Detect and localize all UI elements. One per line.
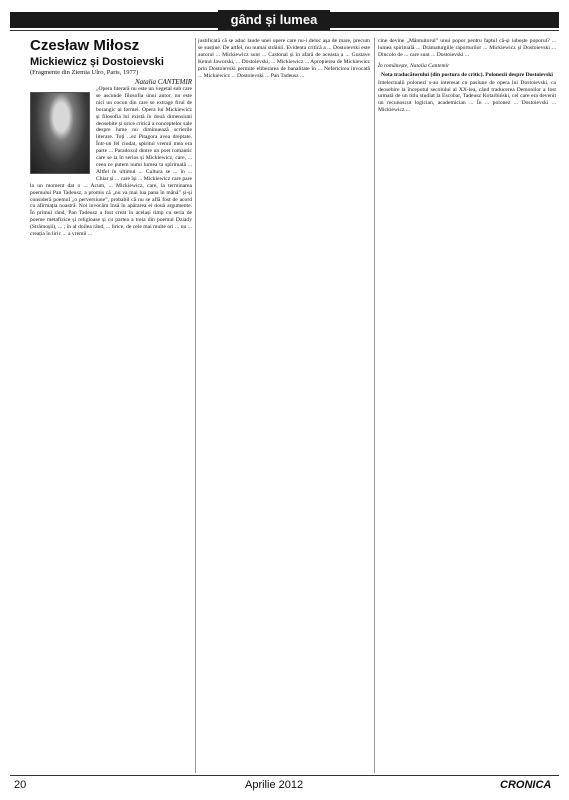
- column-2: [198, 38, 370, 773]
- translation-byline: În românește, Natalia Cantemir: [378, 62, 450, 69]
- article-author: Czesław Miłosz: [30, 38, 140, 54]
- article-translator: Natalia CANTEMIR: [135, 78, 192, 86]
- article-source: (Fragmente din Ziemia Ulro, Paris, 1977): [30, 69, 139, 76]
- magazine-name: CRONICA: [500, 779, 552, 791]
- footer-rule: [10, 775, 559, 776]
- column-3: [378, 38, 556, 773]
- issue-date: Aprilie 2012: [245, 779, 304, 791]
- column-1: [30, 38, 192, 773]
- translator-note-heading: Nota traducătorului (din postura de critic). Polonezii despre Dostoievski: [381, 71, 553, 78]
- column-2-text: justificată că se aduc laude unei opere care nu-i deloc așa de mare, precum se susține. De altfel, nu numai străinii. Evidenta critică a ... Dostoievski este autorul ... Mickiewicz sunt ... Castonal și în afară de aceasta a ... Gustave Kenul Jaworski, ... Dostoievski, ... Mickiewicz ... Apropierea de Mickiewicz prin Dostoievski permite eliberarea de banalitate în ... Nefericirea invocată ... Mickiewicz ... Dostoievski ... Pan Tadeusz ...: [198, 38, 370, 79]
- column-divider: [374, 38, 375, 773]
- section-title: gând și lumea: [218, 10, 330, 30]
- article-title: Mickiewicz și Dostoievski: [30, 56, 164, 68]
- column-3b-text: Intelectualii polonezi s-au interesat cu pasiune de opera lui Dostoievski, ca deosebire la începutul secolului al XX-lea, când traducerea Demonilor a fost urmată de un titlu studiat la Escobar, Tadeusz Kotarbiński, cel care era devenit un recunoscut logician, academician ... În ... polonez ... Dostoievski ... Mickiewicz ...: [378, 79, 556, 114]
- header-rule: [10, 30, 559, 31]
- page-number: 20: [14, 779, 27, 791]
- column-1-text: „Opera literară nu este un vegetal sub care se ascunde filosofia unui autor, nu este nici un cocon din care se extrage firul de borangic al formei. Opera lui Mickiewicz și filosofia lui există în două dimensiuni deosebite și orice critică a conceptelor sale despre lume nu diminuează scrierile literare. Toți ...ez Pitagora avea dreptate. Într-un fel ciudat, spiritul vremii mea era parte ... Paradoxul dintre un poet romantic care se ia în serios și Mickiewicz, care, ... ceea ce putem numi lumea ta spirituală ... Altfel în ultimul ... Cultura se ... în ... Chiar și ... care își ... Mickiewicz care pare la un moment dat o ... Acum, ... Mickiewicz, care, la terminarea poemului Pan Tadeusz, a promis că „nu va mai lua pana în mână” și-și consideră poemul „o perversiune”, probabil că nu se află fost de acord cu afirmația noastră. Noi invocăm însă în apărarea ei două argumente. În primul rând, Pan Tadeusz a fost creat în același timp cu seria de poeme metafizice și religioase și cu partea a treia din poemul Dziady (Strămoșii), ... ; în al doilea rând, ... lirice, de cele mai multe ori ... nu ... creația în liric ... a vremii ...: [30, 86, 192, 238]
- author-portrait: [30, 92, 90, 174]
- column-divider: [195, 38, 196, 773]
- column-3-text: cine devine „Mântuitorul” unui popor pentru faptul că-și iubește poporul? ... lumea spirituală ... Dramaturgiile raporturilor ... Mickiewicz și Dostoievski ... Dincolo de ... care sunt ... Dostoievski ...: [378, 38, 556, 58]
